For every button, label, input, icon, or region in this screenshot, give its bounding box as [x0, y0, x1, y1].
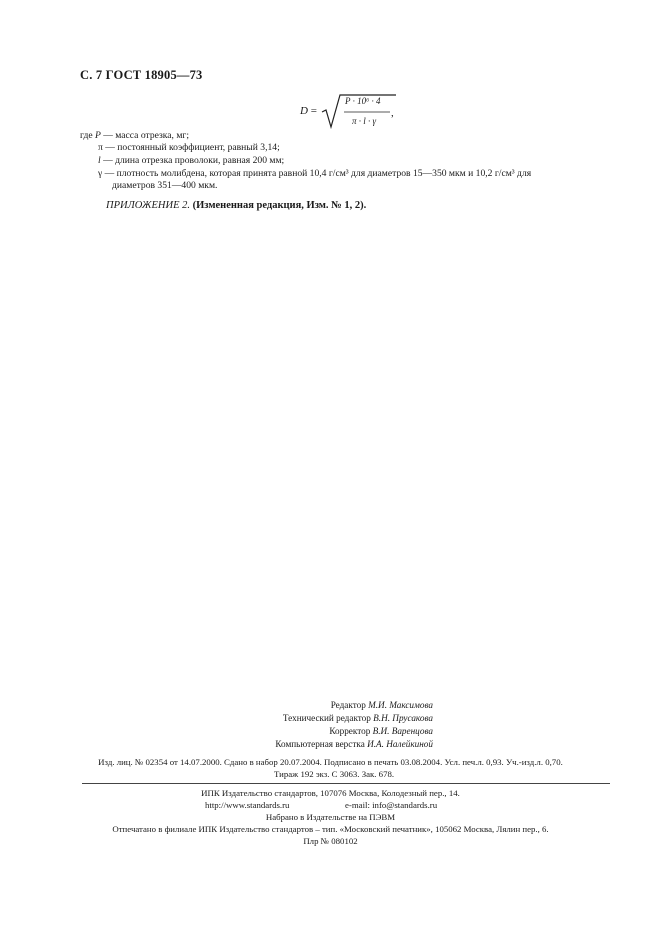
imprint-printed: Отпечатано в филиале ИПК Издательство стандартов – тип. «Московский печатник», 105062 Москва, Лялин пер., 6. — [112, 824, 549, 834]
credit-editor: Редактор М.И. Максимова — [330, 700, 433, 710]
formula-lhs: D = — [300, 105, 317, 117]
imprint-line-1: Изд. лиц. № 02354 от 14.07.2000. Сдано в набор 20.07.2004. Подписано в печать 03.08.2004. Усл. печ.л. 0,93. Уч.-изд.л. 0,70. — [98, 757, 563, 767]
appendix-note: ПРИЛОЖЕНИЕ 2. (Измененная редакция, Изм. № 1, 2). — [106, 200, 367, 211]
definition-row-l: l — длина отрезка проволоки, равная 200 мм; — [98, 155, 285, 166]
imprint-web: http://www.standards.ru — [205, 800, 290, 810]
formula-comma: , — [391, 107, 394, 119]
divider-rule — [82, 783, 610, 784]
definition-row-gamma-continuation: диаметров 351—400 мкм. — [112, 180, 218, 191]
definition-row-pi: π — постоянный коэффициент, равный 3,14; — [98, 142, 280, 153]
formula — [300, 92, 420, 132]
imprint-typeset: Набрано в Издательстве на ПЭВМ — [265, 812, 396, 822]
definition-row-gamma: γ — плотность молибдена, которая принята равной 10,4 г/см³ для диаметров 15—350 мкм и 10,2 г/см³ для — [98, 168, 532, 179]
imprint-publisher: ИПК Издательство стандартов, 107076 Москва, Колодезный пер., 14. — [201, 788, 460, 798]
imprint-plr: Плр № 080102 — [303, 836, 358, 846]
page-header: С. 7 ГОСТ 18905—73 — [80, 68, 203, 82]
imprint-email: e-mail: info@standards.ru — [345, 800, 438, 810]
imprint-line-2: Тираж 192 экз. С 3063. Зак. 678. — [274, 769, 395, 779]
credit-corrector: Корректор В.И. Варенцова — [329, 726, 433, 736]
credit-tech-editor: Технический редактор В.Н. Прусакова — [282, 713, 433, 723]
definition-row-p: где P — масса отрезка, мг; — [80, 130, 190, 141]
formula-numerator: P · 10⁶ · 4 — [345, 96, 381, 106]
formula-denominator: π · l · γ — [352, 116, 377, 126]
credit-layout: Компьютерная верстка И.А. Налейкиной — [275, 739, 433, 749]
